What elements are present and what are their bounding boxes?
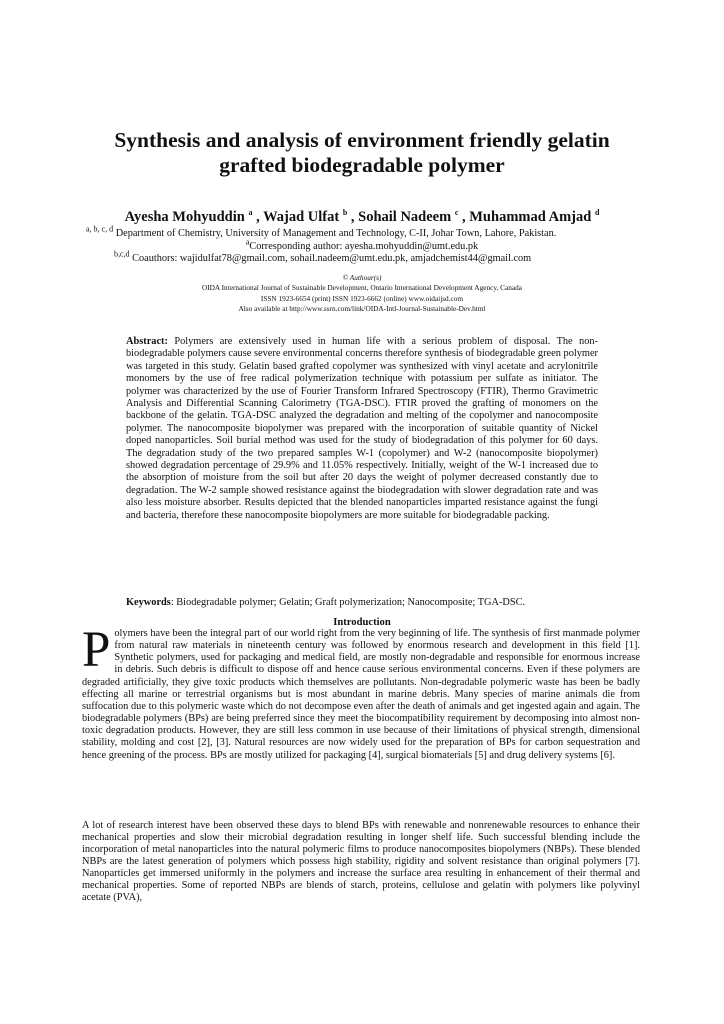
keywords [126,597,598,609]
author-name: Sohail Nadeem [358,209,452,225]
affiliation-mark: a, b, c, d [86,224,114,234]
section-heading-introduction: Introduction [333,617,391,628]
coauthor-mark: b,c,d [114,249,130,259]
intro-paragraph-1-text: olymers have been the integral part of our world right from the very beginning of life. The synthesis of first manmade polymer from natural raw materials in nineteenth century was followed by enormous research and development in this field [1]. Synthetic polymers, used for packaging and medical field, are mostly non-degradable and responsible for enormous increase in debris. Such debris is difficult to dispose off and hence cause serious environmental concerns. Even if these polymers are degraded artificially, they give toxic products which themselves are pollutants. Non-degradable polymeric waste has been be badly effecting all marine or terrestrial organisms but is most abundant in marine debris. Many species of marine animals die from suffocation due to this polymeric waste which do not decompose even after the death of animals and get ingested again and again. The biodegradable polymers (BPs) are being preferred since they meet the biocompatibility requirement by decomposing into almost non-toxic degradation products. However, they are still less common in use because of their limitations of physical strength, dimensional stability, molding and cost [2], [3]. Natural resources are now widely used for the preparation of BPs for carbon sequestration and hence greening of the process. BPs are mostly utilized for packaging [4], surgical biomaterials [5] and drug delivery systems [6]. [82,628,640,761]
coauthor-text: Coauthors: wajidulfat78@gmail.com, sohail.nadeem@umt.edu.pk, amjadchemist44@gmail.com [132,253,532,264]
copyright-notice: © Authour(s) [342,273,382,282]
coauthors [114,249,694,265]
abstract-label: Abstract: [126,336,168,347]
author-affiliation-mark: c [454,208,459,218]
abstract [126,336,598,522]
keywords-text: : Biodegradable polymer; Gelatin; Graft polymerization; Nanocomposite; TGA-DSC. [170,597,526,608]
affiliation-text: Department of Chemistry, University of Management and Technology, C-II, Johar Town, Lahore, Pakistan. [115,228,557,239]
author-separator: , [350,209,359,225]
corresponding-mark: a [245,237,250,247]
drop-cap: P [82,622,111,678]
author-list [40,209,684,226]
title-line-1: Synthesis and analysis of environment friendly gelatin [114,128,610,152]
affiliation [86,224,666,240]
journal-info: OIDA International Journal of Sustainable Development, Ontario International Development Agency, Canada [201,283,523,292]
author-separator: , [462,209,470,225]
title-line-2: grafted biodegradable polymer [219,153,505,177]
corresponding-text: Corresponding author: ayesha.mohyuddin@umt.edu.pk [249,241,479,252]
author-affiliation-mark: b [342,208,348,218]
abstract-text: Polymers are extensively used in human life with a serious problem of disposal. The non-biodegradable polymers cause severe environmental concerns therefore synthesis of biodegradable green polymer was targeted in this study. Gelatin based grafted copolymer was synthesized with vinyl acetate and acrylonitrile monomers by the use of free radical polymerization technique with potassium per sulfate as initiator. The polymer was characterized by the use of Fourier Transform Infrared Spectroscopy (FTIR), Thermo Gravimetric Analysis and Differential Scanning Calorimetry (TGA-DSC). FTIR proved the grafting of monomers on the backbone of the gelatin. TGA-DSC analyzed the degradation and melting of the copolymer and nanocomposite polymer. The nanocomposite biopolymer was prepared with the incorporation of suitable quantity of Nickel doped nanoparticles. Soil burial method was used for the study of biodegradation of this polymer for 60 days. The degradation study of the two prepared samples W-1 (copolymer) and W-2 (nanocomposite biopolymer) showed degradation percentage of 29.9% and 11.05% respectively. Initially, weight of the W-1 increased due to the absorption of moisture from the soil but after 20 days the weight of polymer decreased constantly due to degradation. The W-2 sample showed resistance against the biodegradation with slower degradation rate and was also less moisture absorber. Results depicted that the blended nanoparticles imparted resistance against the fungi and bacteria, therefore these nanocomposite biopolymers are more suitable for biodegradable packing. [126,336,598,521]
intro-paragraph-2: A lot of research interest have been observed these days to blend BPs with renewable and nonrenewable resources to enhance their mechanical properties and slow their microbial degradation resulting in longer shelf life. Such successful blending include the incorporation of metal nanoparticles into the natural polymeric films to produce nanocomposites biopolymers (NBPs). These blended NBPs are the latest generation of polymers which possess high stability, rigidity and solvent resistance than original polymers [7]. Nanoparticles get immersed uniformly in the polymers and increase the surface area resulting in enhancement of their thermal and mechanical properties. Some of reported NBPs are blends of starch, proteins, cellulose and gelatin with polymers like polyvinyl acetate (PVA), [82,820,640,904]
issn-info: ISSN 1923-6654 (print) ISSN 1923-6662 (online) www.oidaijsd.com [260,294,464,303]
paper-title [40,128,684,178]
availability-info: Also available at http://www.ssrn.com/link/OIDA-Intl-Journal-Sustainable-Dev.html [238,304,486,313]
author-name: Ayesha Mohyuddin [124,209,245,225]
author-name: Wajad Ulfat [263,209,340,225]
author-affiliation-mark: a [248,208,253,218]
author-separator: , [256,209,264,225]
keywords-label: Keywords [126,597,171,608]
author-affiliation-mark: d [594,208,600,218]
author-name: Muhammad Amjad [469,209,592,225]
